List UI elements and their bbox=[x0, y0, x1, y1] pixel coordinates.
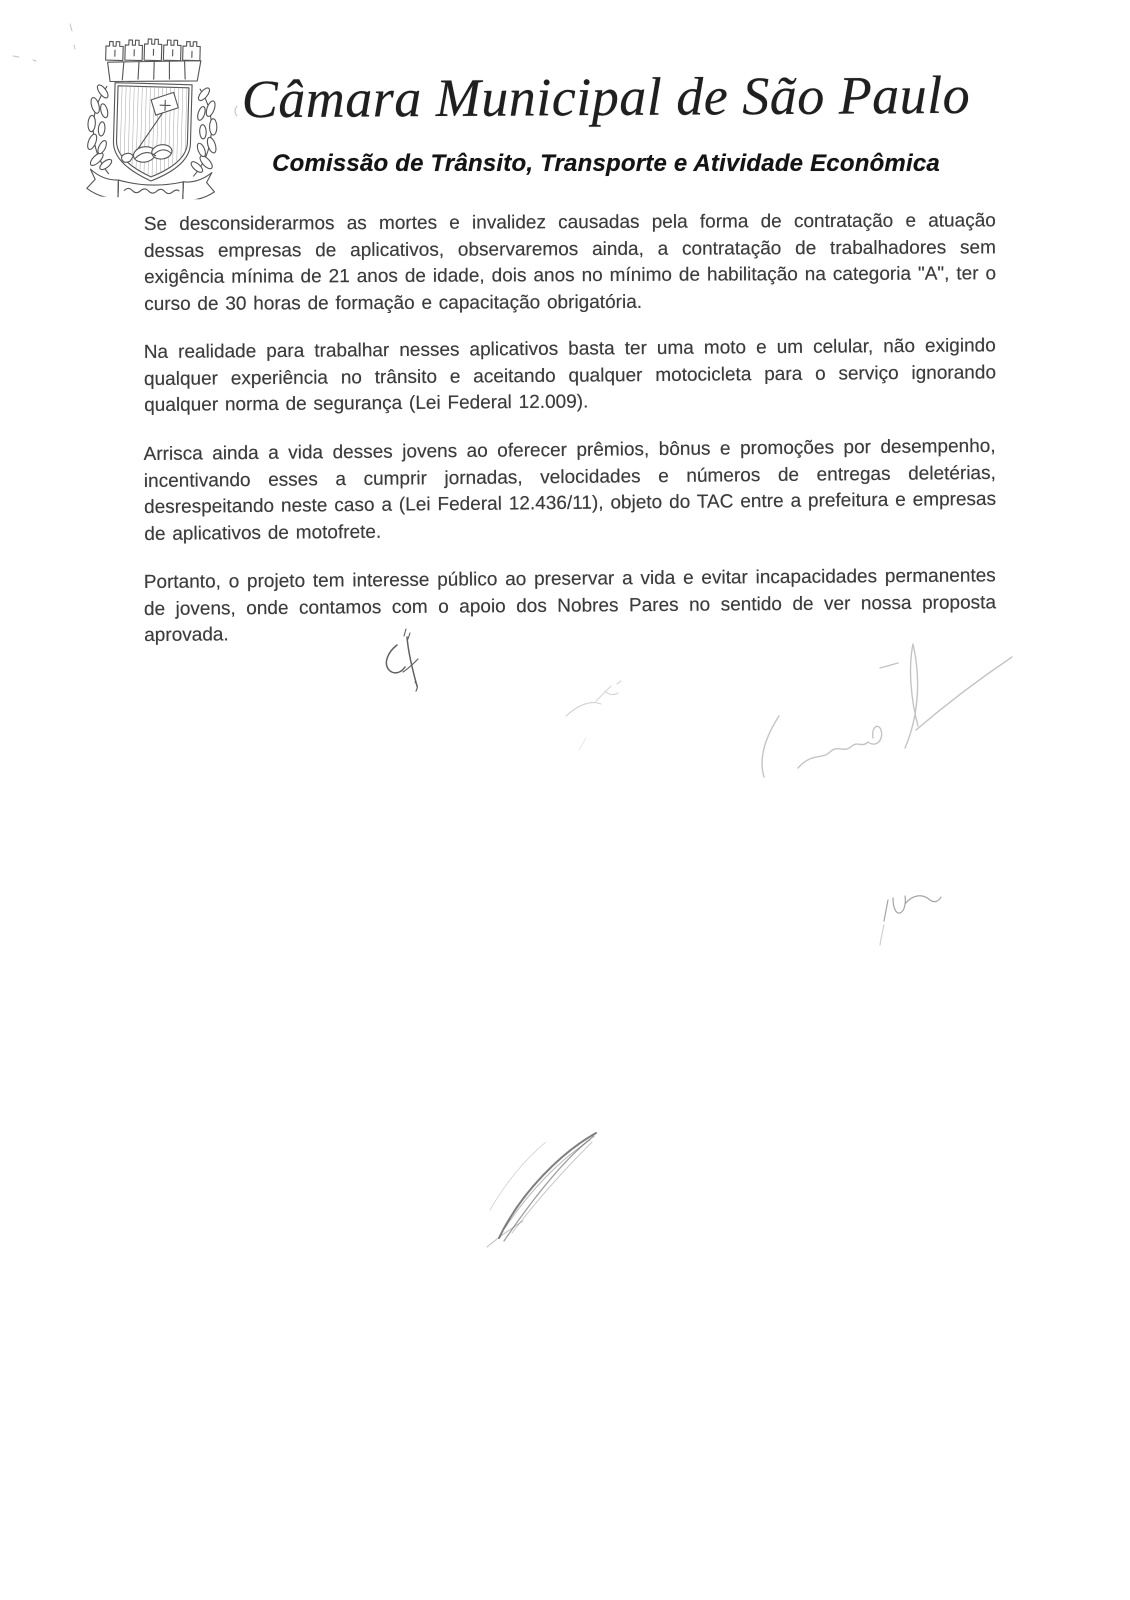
faint-pencil-scribble-mark bbox=[566, 681, 621, 750]
pencil-slash-scribble-mark bbox=[487, 1133, 596, 1247]
paragraph-1: Se desconsiderarmos as mortes e invalidez causadas pela forma de contratação e atuação dessas empresas de aplicativos, observaremos ainda, a contratação de trabalhadores sem exigência mínima de 21 anos de idade, dois anos no mínimo de habilitação na categoria "A", ter o curso de 30 horas de formação e capacitação obrigatória. bbox=[143, 210, 997, 315]
document-body bbox=[144, 212, 996, 671]
paragraph-3: Arrisca ainda a vida desses jovens ao oferecer prêmios, bônus e promoções por desempenho, incentivando esses a cumprir jornadas, velocidades e números de entregas deletérias, desrespeitando neste caso a (Lei Federal 12.436/11), objeto do TAC entre a prefeitura e empresas de aplicativos de motofrete. bbox=[143, 435, 997, 544]
organization-title: Câmara Municipal de São Paulo bbox=[241, 64, 971, 130]
paragraph-4: Portanto, o projeto tem interesse público ao preservar a vida e evitar incapacidades permanentes de jovens, onde contamos com o apoio dos Nobres Pares no sentido de ver nossa proposta aprovada. bbox=[143, 564, 997, 646]
mural-crown-icon bbox=[105, 38, 201, 84]
shield-icon bbox=[112, 83, 192, 182]
coat-of-arms-icon bbox=[73, 10, 232, 200]
small-pencil-initials-mark bbox=[880, 896, 941, 945]
committee-subtitle: Comissão de Trânsito, Transporte e Atividade Econômica bbox=[272, 150, 940, 177]
paragraph-2: Na realidade para trabalhar nesses aplicativos basta ter uma moto e um celular, não exigindo qualquer experiência no trânsito e aceitando qualquer motocicleta para o serviço ignorando qualquer norma de segurança (Lei Federal 12.009). bbox=[143, 335, 997, 416]
